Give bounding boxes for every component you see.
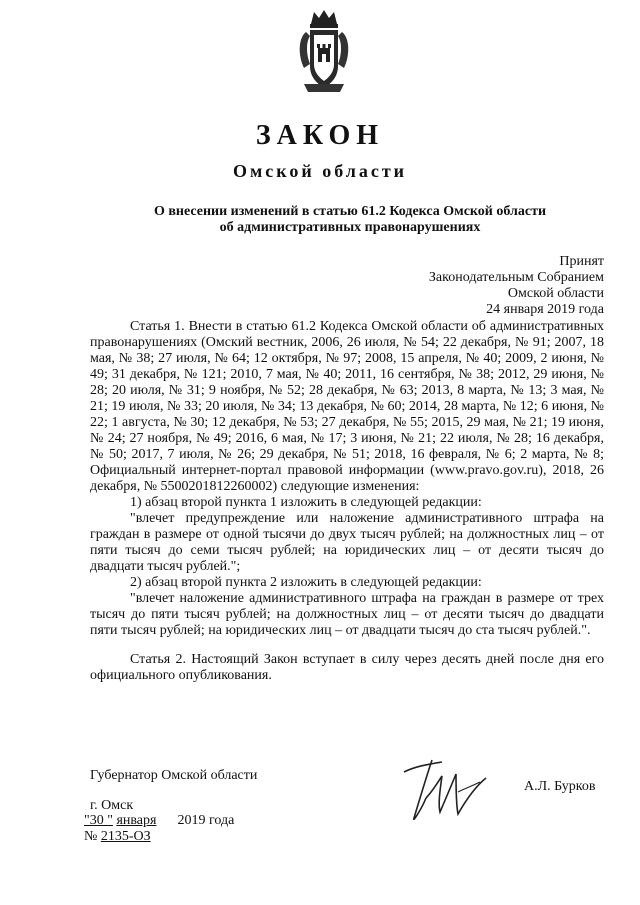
signer-position: Губернатор Омской области xyxy=(90,768,258,783)
amendment-item-2: 2) абзац второй пункта 2 изложить в следующей редакции: xyxy=(130,575,482,590)
article-2: Статья 2. Настоящий Закон вступает в силу через десять дней после дня его официального опубликования. xyxy=(90,652,604,683)
signing-month: января xyxy=(116,813,157,828)
omsk-coat-of-arms-icon xyxy=(294,8,354,96)
signing-year: 2019 года xyxy=(177,813,235,828)
amendment-item-1-text: "влечет предупреждение или наложение административного штрафа на граждан в размере от одной тысячи до двух тысяч рублей; на должностных лиц – от пяти тысяч до семи тысяч рублей; на юридических лиц – от десяти тысяч до двадцати тысяч рублей."; xyxy=(90,511,604,574)
adopted-line1: Принят xyxy=(559,254,604,269)
adopted-line3: Омской области xyxy=(507,286,604,301)
amendment-item-1: 1) абзац второй пункта 1 изложить в следующей редакции: xyxy=(130,495,482,510)
law-number xyxy=(84,829,151,845)
law-region: Омской области xyxy=(232,161,408,181)
adoption-block xyxy=(429,254,604,318)
signing-day: "30 " xyxy=(84,813,113,828)
signer-name: А.Л. Бурков xyxy=(524,779,596,794)
law-number-prefix: № xyxy=(84,829,98,844)
adopted-line2: Законодательным Собранием xyxy=(428,270,604,285)
law-body xyxy=(90,319,604,684)
law-subject-line2: об административных правонарушениях xyxy=(219,220,481,235)
handwritten-signature-icon xyxy=(396,752,496,828)
adopted-date: 24 января 2019 года xyxy=(486,302,604,317)
law-subject-line1: О внесении изменений в статью 61.2 Кодекса Омской области xyxy=(153,204,547,219)
article-1: Статья 1. Внести в статью 61.2 Кодекса Омской области об административных правонарушениях (Омский вестник, 2006, 26 июля, № 54; 22 декабря, № 91; 2007, 18 мая, № 38; 27 июля, № 64; 12 октября, № 97; 2008, 15 апреля, № 40; 2009, 2 июня, № 49; 31 декабря, № 121; 2010, 7 мая, № 40; 2011, 16 сентября, № 38; 2012, 29 июня, № 28; 20 июля, № 31; 9 ноября, № 52; 28 декабря, № 63; 2013, 8 марта, № 13; 3 мая, № 21; 19 июля, № 33; 20 июля, № 34; 13 декабря, № 60; 2014, 28 марта, № 12; 6 июня, № 22; 1 августа, № 30; 12 декабря, № 53; 27 декабря, № 55; 2015, 29 мая, № 21; 19 июня, № 24; 27 ноября, № 49; 2016, 6 мая, № 17; 3 июня, № 21; 22 июля, № 28; 16 декабря, № 50; 2017, 7 июля, № 26; 29 декабря, № 51; 2018, 16 февраля, № 6; 2 марта, № 8; Официальный интернет-портал правовой информации (www.pravo.gov.ru), 2018, 26 декабря, № 5500201812260002) следующие изменения: xyxy=(90,319,604,494)
law-title: ЗАКОН xyxy=(255,120,385,151)
signing-date xyxy=(84,813,234,829)
amendment-item-2-text: "влечет наложение административного штрафа на граждан в размере от трех тысяч до пяти тысяч рублей; на должностных лиц – от десяти тысяч до двадцати пяти тысяч рублей; на юридических лиц – от двадцати тысяч до ста тысяч рублей.". xyxy=(90,591,604,638)
signing-place: г. Омск xyxy=(90,798,134,813)
law-subject xyxy=(0,204,640,236)
law-number-value: 2135-ОЗ xyxy=(100,829,151,844)
